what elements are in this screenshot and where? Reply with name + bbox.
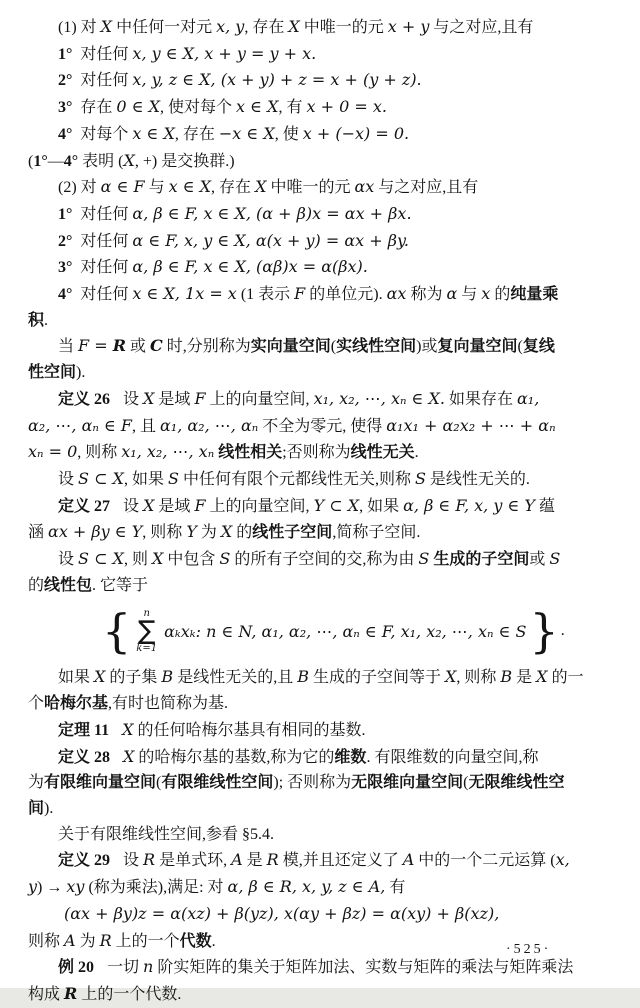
text-run: S (167, 468, 179, 488)
text-run: 的 (232, 524, 253, 542)
text-run: y (28, 877, 38, 897)
formula-body: αₖxₖ: n ∈ N, α₁, α₂, ⋯, αₙ ∈ F, x₁, x₂, ⋯, xₙ ∈ S (164, 621, 527, 641)
text-run: A (64, 930, 76, 950)
text-run: 个 (28, 695, 45, 713)
text-run: . (211, 932, 216, 950)
text-run: α, β ∈ F, x, y ∈ Y (403, 495, 535, 515)
text-run: , 则称 (456, 669, 501, 687)
text-run: . (44, 311, 49, 329)
text-line (28, 413, 616, 440)
text-run: 对任何 (76, 45, 133, 63)
text-line (28, 228, 616, 255)
bold-term: 纯量乘 (510, 286, 559, 304)
bold-term: 复线 (522, 338, 555, 356)
text-run: R (266, 850, 279, 870)
text-run: (2) 对 (58, 179, 101, 197)
text-run: 设 (123, 852, 144, 870)
text-run: 涵 (28, 524, 49, 542)
text-run: n (143, 957, 154, 977)
text-run: 中任何有限个元都线性无关,则称 (178, 470, 415, 488)
text-run: 的 (490, 286, 511, 304)
text-run: 与 (144, 179, 169, 197)
text-run: 阶实矩阵的集关于矩阵加法、实数与矩阵的乘法与矩阵乘法 (153, 959, 574, 977)
text-run: 是 (242, 852, 267, 870)
text-run: 关于有限维线性空间,参看 §5.4. (58, 825, 275, 843)
text-run: ( (463, 774, 469, 792)
text-line (28, 796, 616, 822)
text-line (28, 493, 616, 520)
text-run: S (219, 549, 231, 569)
text-run: 的子集 (105, 669, 162, 687)
text-line (28, 954, 616, 981)
text-line (28, 691, 616, 717)
text-run: ( (517, 338, 523, 356)
text-run: 是域 (154, 390, 195, 408)
text-run: . 有限维数的向量空间,称 (366, 748, 539, 766)
text-run: x ∈ X (132, 123, 175, 143)
text-run: x, y (216, 17, 245, 36)
text-line (28, 308, 616, 334)
text-run: x, y ∈ X, x + y = y + x. (132, 43, 317, 63)
text-line (28, 41, 616, 68)
text-run: xₙ = 0 (28, 442, 78, 462)
text-run: (称为乘法),满足: 对 (84, 879, 228, 897)
text-run: , +) 是交换群.) (134, 152, 235, 170)
text-run: 0 ∈ X (116, 97, 161, 117)
text-run: 3° (58, 259, 73, 277)
bold-term: 间 (28, 799, 45, 817)
text-run: 对每个 (76, 125, 133, 143)
text-run: 中唯一的元 (266, 179, 355, 197)
sum-lower-limit: k=1 (136, 643, 158, 655)
text-run: xy (66, 877, 85, 897)
text-line (28, 981, 616, 1008)
bold-term: 积 (28, 311, 45, 329)
bold-term: 有限维线性空间 (161, 774, 274, 792)
text-run: 对任何 (76, 232, 133, 250)
text-run: 的所有子空间的交,称为由 (230, 551, 419, 569)
text-run: , 如果 (123, 470, 168, 488)
text-run: α₁, (516, 388, 540, 408)
text-run: X (143, 388, 155, 408)
text-run: x + (−x) = 0. (302, 123, 410, 143)
text-line (28, 281, 616, 308)
text-run: 4° (58, 125, 73, 143)
text-run: X (143, 495, 155, 515)
term-heading: 定义 28 (58, 748, 111, 766)
text-run: α₂, ⋯, αₙ ∈ F (28, 415, 132, 435)
text-line (28, 174, 616, 201)
text-run: — (47, 152, 64, 170)
text-run: x + 0 = x. (306, 97, 387, 117)
text-run: 上的一个 (111, 932, 180, 950)
text-run: 中的一个二元运算 ( (414, 852, 556, 870)
text-run: 为 (196, 524, 221, 542)
text-run: 不全为零元, 使得 (258, 417, 387, 435)
text-line (28, 847, 616, 874)
text-run: Y (186, 522, 197, 542)
text-run: 如果存在 (444, 390, 517, 408)
text-run: 设 (123, 497, 144, 515)
text-run: , 使 (274, 125, 303, 143)
bold-term: 无限维向量空间 (351, 774, 464, 792)
text-run: 蕴 (534, 497, 555, 515)
text-run: x ∈ X (168, 177, 212, 197)
right-brace-symbol: } (529, 604, 559, 659)
text-run: X (288, 17, 300, 36)
text-run: B (297, 667, 309, 687)
text-run: X (122, 719, 134, 739)
text-run: . (414, 444, 419, 462)
text-run: αx (386, 284, 407, 304)
text-run: α (446, 284, 458, 304)
text-run: 是线性无关的. (425, 470, 530, 488)
text-run: 为 (28, 774, 45, 792)
term-heading: 定义 26 (58, 390, 111, 408)
text-run: 4° (58, 286, 73, 304)
term-heading: 定义 27 (58, 497, 111, 515)
text-line (28, 333, 616, 360)
text-run: x (481, 284, 491, 304)
bold-term: 有限维向量空间 (44, 774, 157, 792)
text-run: 一切 (107, 959, 144, 977)
text-line (28, 121, 616, 148)
text-run: S ⊂ X (78, 549, 124, 569)
page-content (28, 14, 616, 1008)
text-run: X (220, 522, 233, 542)
text-run: , 则 (123, 551, 152, 569)
text-line (28, 822, 616, 848)
sum-upper-limit: n (143, 608, 150, 620)
text-run: X (94, 667, 106, 687)
text-run: , 且 (131, 417, 160, 435)
text-run: 设 (58, 551, 79, 569)
text-line (28, 901, 616, 928)
text-run: F = (78, 336, 113, 356)
text-run: −x ∈ X (218, 123, 275, 143)
text-line (28, 201, 616, 228)
text-run: 设 (58, 470, 79, 488)
text-run: 或 (529, 551, 550, 569)
text-run: (αx + βy)z = α(xz) + β(yz), x(αy + βz) = α(xy) + β(xz), (64, 903, 500, 923)
bold-term: 4° (63, 152, 79, 170)
text-run: . 它等于 (92, 576, 149, 594)
text-run: 的一 (547, 669, 584, 687)
text-run: 如果 (58, 669, 95, 687)
text-run: B (161, 667, 174, 687)
text-run: 的任何哈梅尔基具有相同的基数. (133, 721, 366, 739)
text-run: , 使对每个 (160, 99, 237, 117)
text-run: 的 (28, 576, 45, 594)
text-run: R (112, 336, 126, 356)
text-run: ,有时也简称为基. (108, 695, 229, 713)
text-run: , 如果 (359, 497, 404, 515)
summation-symbol (136, 608, 157, 654)
bold-term: 线性子空间 (252, 524, 333, 542)
text-run: 是线性无关的,且 (173, 669, 298, 687)
text-run: 3° (58, 99, 73, 117)
text-run: 为 (75, 932, 100, 950)
text-run: X (444, 667, 457, 687)
bold-term: 线性相关 (218, 444, 283, 462)
text-line (28, 254, 616, 281)
text-run: x ∈ X, 1x = x (132, 284, 237, 304)
text-run: 则称 (28, 932, 65, 950)
text-run: A (231, 850, 243, 870)
page-number: ·525· (506, 942, 552, 957)
bold-term: 实向量空间 (250, 338, 331, 356)
text-run: R (64, 983, 78, 1003)
bold-term: 维数 (334, 748, 367, 766)
text-run: S (549, 549, 561, 569)
text-run: x ∈ X (236, 97, 279, 117)
bold-term: 线性包 (44, 576, 93, 594)
text-line (28, 770, 616, 796)
text-run: 对任何 (76, 286, 133, 304)
text-run: (1) 对 (58, 19, 101, 36)
text-run: S ⊂ X (78, 468, 124, 488)
text-run: 设 (123, 390, 144, 408)
text-run: ( (28, 152, 34, 170)
text-run: ); 否则称为 (273, 774, 352, 792)
text-run: 对任何 (76, 259, 133, 277)
text-run: 2° (58, 72, 73, 90)
text-line (28, 874, 616, 901)
text-run: , 存在 (174, 125, 219, 143)
text-run: C (150, 336, 163, 356)
text-run: 1° (58, 45, 73, 63)
text-run: 称为 (406, 286, 447, 304)
text-line (28, 546, 616, 573)
text-line (28, 439, 616, 466)
text-run: S (414, 468, 426, 488)
term-heading: 定义 29 (58, 852, 111, 870)
bold-term: 无限维线性空 (468, 774, 565, 792)
text-run: 是 (512, 669, 537, 687)
text-run: 当 (58, 338, 79, 356)
text-run: 的哈梅尔基的基数,称为它的 (134, 748, 335, 766)
text-run: 中包含 (163, 551, 220, 569)
text-run: X (255, 177, 267, 197)
text-line (28, 360, 616, 386)
text-run: , 则称 (142, 524, 187, 542)
sigma-icon: ∑ (137, 616, 156, 647)
text-line (28, 573, 616, 599)
text-line (28, 744, 616, 771)
text-run: 有 (385, 879, 406, 897)
text-line (28, 386, 616, 413)
text-run: α ∈ F, x, y ∈ X, α(x + y) = αx + βy. (132, 230, 409, 250)
text-run: 是单式环, (155, 852, 232, 870)
bold-term: 生成的子空间 (433, 551, 530, 569)
text-run: αx (354, 177, 375, 197)
text-run: , 存在 (244, 19, 289, 36)
text-run: αx + βy ∈ Y (48, 522, 143, 542)
text-run: x, (555, 850, 570, 870)
text-line (28, 717, 616, 744)
text-run: X (151, 549, 164, 569)
text-run: 对任何 (76, 72, 133, 90)
text-run: ). (76, 364, 86, 382)
text-run: 与之对应,且有 (374, 179, 479, 197)
text-run: 2° (58, 232, 73, 250)
text-run: ,简称子空间. (332, 524, 421, 542)
text-run: α₁, α₂, ⋯, αₙ (159, 415, 259, 435)
text-run: α, β ∈ F, x ∈ X, (αβ)x = α(βx). (132, 257, 368, 277)
text-run: F (194, 388, 206, 408)
text-run: 与之对应,且有 (429, 19, 534, 36)
bold-term: 哈梅尔基 (44, 695, 109, 713)
text-line (28, 664, 616, 691)
text-run: Y ⊂ X (313, 495, 360, 515)
text-line (28, 148, 616, 175)
text-run: F (294, 284, 306, 304)
text-run: α, β ∈ F, x ∈ X, (α + β)x = αx + βx. (132, 203, 412, 223)
text-run: 存在 (76, 99, 117, 117)
text-run: ) → (37, 879, 67, 897)
text-run: 生成的子空间等于 (308, 669, 445, 687)
text-run: 与 (457, 286, 482, 304)
text-run: , 有 (278, 99, 307, 117)
term-heading: 例 20 (58, 959, 95, 977)
text-run: B (500, 667, 513, 687)
text-line (28, 67, 616, 94)
text-run: A (402, 850, 415, 870)
text-run: 对任何 (76, 205, 133, 223)
text-run: 或 (126, 338, 151, 356)
text-line (28, 466, 616, 493)
text-run: 的单位元). (305, 286, 387, 304)
text-run: 上的向量空间, (205, 497, 314, 515)
text-run: X (123, 746, 135, 766)
text-run: S (418, 549, 430, 569)
bold-term: 复向量空间 (437, 338, 518, 356)
text-run: x₁, x₂, ⋯, xₙ ∈ X. (313, 388, 445, 408)
text-run: α, β ∈ R, x, y, z ∈ A, (227, 877, 386, 897)
text-run: )或 (416, 338, 438, 356)
text-run: R (143, 850, 156, 870)
text-run: x₁, x₂, ⋯, xₙ (121, 442, 215, 462)
text-run: 是域 (154, 497, 195, 515)
text-run: 表明 ( (78, 152, 124, 170)
text-run: ( (330, 338, 337, 356)
text-line (28, 94, 616, 121)
bold-term: 代数 (179, 932, 212, 950)
text-run: X (536, 667, 548, 687)
bold-term: 线性无关 (350, 444, 415, 462)
text-run: X (123, 150, 135, 170)
text-run: 时,分别称为 (162, 338, 251, 356)
bold-term: 1° (33, 152, 48, 170)
text-run: 上的向量空间, (205, 390, 314, 408)
text-run: 模,并且还定义了 (278, 852, 403, 870)
text-run: ;否则称为 (282, 444, 351, 462)
text-run: 构成 (28, 985, 65, 1003)
text-run: R (99, 930, 112, 950)
text-line (28, 14, 616, 41)
text-run: , 存在 (211, 179, 256, 197)
text-run: ). (44, 799, 54, 817)
text-run: x, y, z ∈ X, (x + y) + z = x + (y + z). (132, 70, 422, 90)
text-run: 中唯一的元 (299, 19, 388, 36)
text-run: ( (156, 774, 162, 792)
left-brace-symbol: { (102, 604, 132, 659)
text-run: X (100, 17, 113, 36)
text-run: , 则称 (77, 444, 122, 462)
text-line (28, 519, 616, 546)
bold-term: 性空间 (28, 364, 77, 382)
text-run: 中任何一对元 (112, 19, 217, 36)
text-run: x + y (387, 17, 430, 36)
text-run: 上的一个代数. (77, 985, 182, 1003)
text-run: F (194, 495, 206, 515)
term-heading: 定理 11 (58, 721, 110, 739)
bold-term: 实线性空间 (336, 338, 417, 356)
formula-period: . (560, 622, 565, 640)
text-run: (1 表示 (236, 286, 295, 304)
text-run: 1° (58, 205, 73, 223)
text-run: α₁x₁ + α₂x₂ + ⋯ + αₙ (386, 415, 556, 435)
text-run: α ∈ F (100, 177, 145, 197)
linear-span-formula (102, 602, 616, 660)
